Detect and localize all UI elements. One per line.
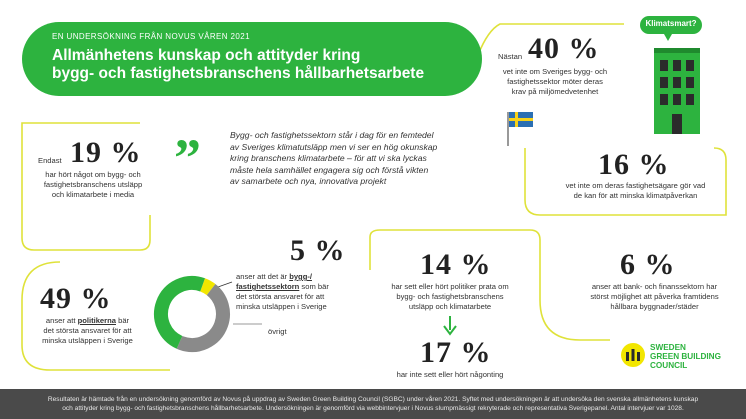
stat-49-line1-a: anser att bbox=[45, 316, 78, 325]
stat-40-line3: krav på miljömedvetenhet bbox=[511, 87, 599, 96]
header-title-line2: bygg- och fastighetsbranschens hållbarhetsarbete bbox=[52, 65, 425, 82]
footer-note bbox=[0, 389, 746, 419]
quote-line5: av samarbete och nya, innovativa projekt bbox=[230, 176, 387, 187]
quote-line4: måste hela samhället engagera sig och förstå vikten bbox=[230, 164, 429, 175]
stat-5-line1-b: bygg-/ bbox=[289, 272, 312, 281]
quote-line1: Bygg- och fastighetssektorn står i dag för en femtedel bbox=[230, 130, 434, 140]
quote-line2: av Sveriges klimatutsläpp men vi ser en hög okunskap bbox=[230, 141, 438, 152]
stat-49-value: 49 % bbox=[40, 282, 112, 315]
responsibility-donut bbox=[152, 274, 232, 354]
stat-19-text bbox=[18, 170, 168, 200]
stat-5-line2-a: fastighetssektorn bbox=[236, 282, 300, 291]
donut-other-label: övrigt bbox=[268, 327, 287, 336]
stat-14-line1: har sett eller hört politiker prata om bbox=[391, 282, 509, 291]
stat-5-line3: det största ansvaret för att bbox=[236, 292, 325, 301]
stat-5-line2 bbox=[236, 282, 376, 292]
stat-49-line1-b: politikerna bbox=[77, 316, 116, 325]
header-banner bbox=[22, 22, 482, 96]
stat-40-text bbox=[480, 67, 630, 97]
footer-line2: och attityder kring bygg- och fastighetsbranschens hållbarhetsarbete. Undersökningen är genomförd via webbintervjuer i Novus slumpmässigt rekryterade och representativa Sverigepanel. Antal intervjuer var 1028. bbox=[62, 405, 684, 412]
stat-49-line1 bbox=[20, 316, 155, 326]
stat-40-line1: vet inte om Sveriges bygg- och bbox=[502, 67, 608, 76]
stat-19-line1: har hört något om bygg- och bbox=[45, 170, 141, 179]
header-kicker: EN UNDERSÖKNING FRÅN NOVUS VÅREN 2021 bbox=[52, 32, 250, 41]
stat-14-line3: utsläpp och klimatarbete bbox=[408, 302, 492, 311]
stat-17-text: har inte sett eller hört någonting bbox=[396, 370, 504, 379]
stat-5-value: 5 % bbox=[290, 234, 346, 267]
stat-40-value: 40 % bbox=[528, 32, 600, 65]
header-title-line1: Allmänhetens kunskap och attityder kring bbox=[52, 47, 361, 64]
quote-text bbox=[230, 130, 510, 188]
sgbc-logo-line1: SWEDEN bbox=[650, 343, 686, 352]
stat-49-line3: minska utsläppen i Sverige bbox=[42, 336, 133, 345]
stat-16-text bbox=[548, 181, 723, 201]
sgbc-logo-text bbox=[650, 343, 721, 370]
stat-14-value: 14 % bbox=[420, 248, 492, 281]
footer-line1: Resultaten är hämtade från en undersökning genomförd av Novus på uppdrag av Sweden Green Building Council (SGBC) under våren 2021. Syftet med undersökningen är att undersöka den svenska allmänhetens kunskap bbox=[47, 396, 699, 403]
sgbc-logo-icon bbox=[620, 342, 646, 368]
stat-6-line2: störst möjlighet att påverka framtidens bbox=[590, 292, 719, 301]
stat-19-line3: och klimatarbete i media bbox=[51, 190, 135, 199]
quote-line3: kring branschens klimatarbete – för att vi ska lyckas bbox=[230, 153, 427, 164]
stat-16-value: 16 % bbox=[598, 148, 670, 181]
stat-40-pre: Nästan bbox=[498, 52, 523, 61]
stat-6-line1: anser att bank- och finanssektorn har bbox=[591, 282, 718, 291]
stat-5-text bbox=[236, 272, 376, 312]
stat-49-line1-c: bär bbox=[115, 316, 130, 325]
stat-19-pre: Endast bbox=[38, 156, 62, 165]
stat-14-text bbox=[375, 282, 525, 312]
stat-5-line1-a: anser att det är bbox=[236, 272, 290, 281]
klimatsmart-bubble-label: Klimatsmart? bbox=[645, 19, 697, 28]
stat-14-line2: bygg- och fastighetsbranschens bbox=[396, 292, 504, 301]
stat-16-line1: vet inte om deras fastighetsägare gör vad bbox=[565, 181, 706, 190]
svg-text:”: ” bbox=[174, 128, 201, 188]
stat-5-line2-b: som bär bbox=[299, 282, 329, 291]
stat-16-line2: de kan för att minska klimatpåverkan bbox=[573, 191, 698, 200]
stat-6-value: 6 % bbox=[620, 248, 676, 281]
sgbc-logo-line2: GREEN BUILDING bbox=[650, 352, 721, 361]
sgbc-logo-line3: COUNCIL bbox=[650, 361, 688, 370]
building-illustration bbox=[640, 14, 710, 134]
stat-49-text bbox=[20, 316, 155, 346]
stat-49-line2: det största ansvaret för att bbox=[43, 326, 132, 335]
stat-19-value: 19 % bbox=[70, 136, 142, 169]
stat-6-line3: hållbara byggnader/städer bbox=[610, 302, 699, 311]
stat-17-value: 17 % bbox=[420, 336, 492, 369]
stat-19-line2: fastighetsbranschens utsläpp bbox=[43, 180, 143, 189]
stat-40-line2: fastighetssektor möter deras bbox=[507, 77, 603, 86]
stat-5-line1 bbox=[236, 272, 376, 282]
stat-5-line4: minska utsläppen i Sverige bbox=[236, 302, 327, 311]
stat-6-text bbox=[572, 282, 737, 312]
